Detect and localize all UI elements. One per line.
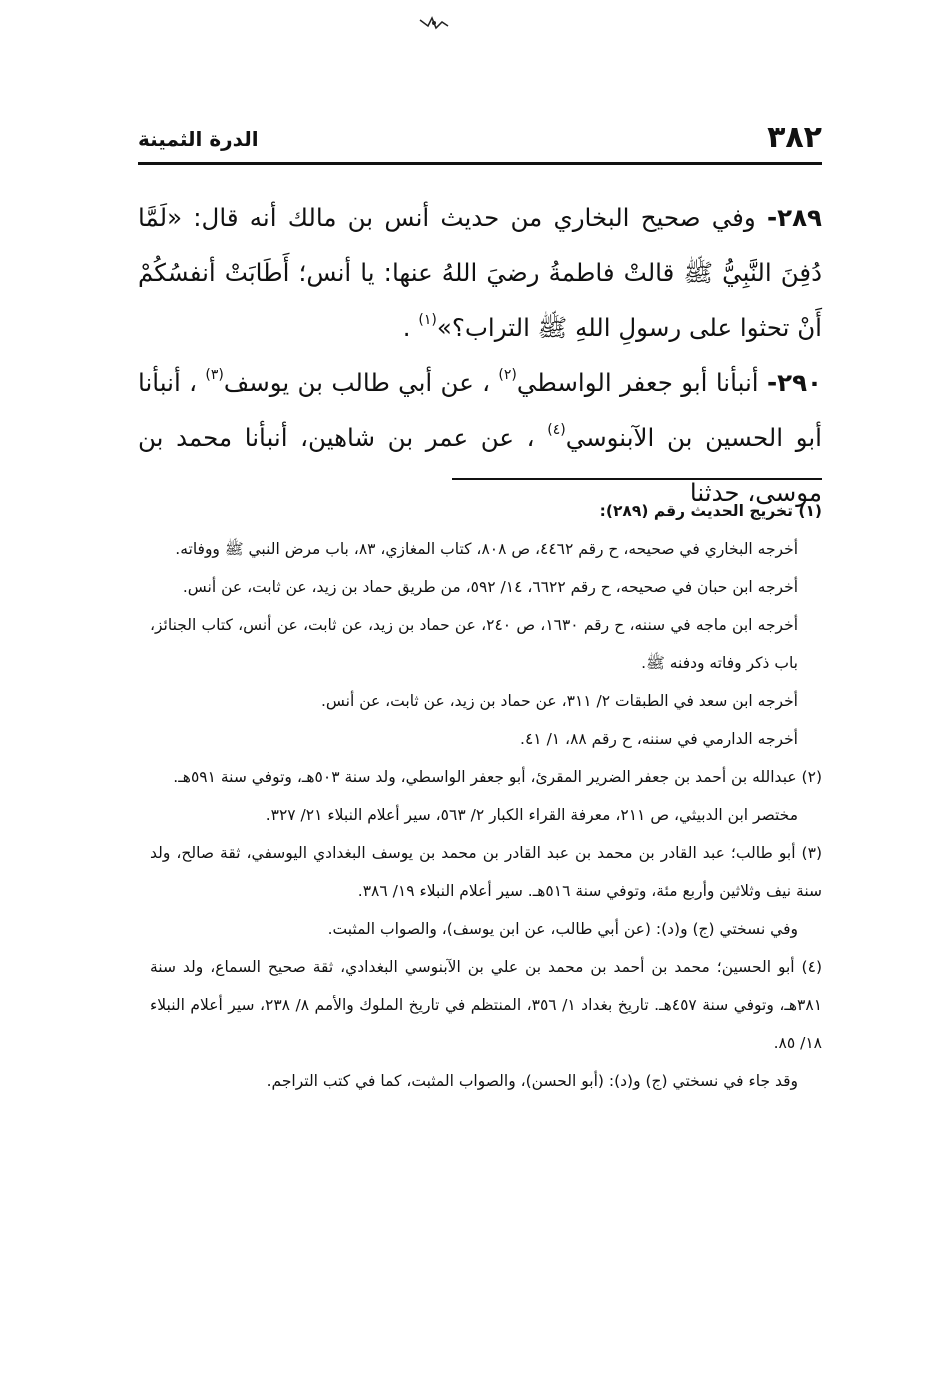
main-text [138,190,822,520]
footnote-2: (٢) عبدالله بن أحمد بن جعفر الضرير المقرئ، أبو جعفر الواسطي، ولد سنة ٥٠٣هـ، وتوفي سنة ٥٩١هـ. [173,768,822,786]
page-number: ٣٨٢ [767,120,822,155]
paragraph-number: ٢٩٠- [766,368,822,397]
paragraph-text: ، أنبأنا أبو الحسين بن الآبنوسي [138,368,822,452]
paragraph-text: ، عن عمر بن شاهين، أنبأنا محمد بن موسى، حدثنا [138,423,822,507]
footnote-ref: (٤) [547,422,566,438]
footnote-4-note: وقد جاء في نسختي (ج) و(د): (أبو الحسن)، والصواب المثبت، كما في كتب التراجم. [266,1072,798,1090]
footnote-1-line: أخرجه البخاري في صحيحه، ح رقم ٤٤٦٢، ص ٨٠٨، كتاب المغازي، ٨٣، باب مرض النبي ﷺ ووفاته. [175,540,798,558]
paragraph-text: أنبأنا أبو جعفر الواسطي [516,368,759,397]
paragraph-text: وفي صحيح البخاري من حديث أنس بن مالك أنه قال: «لَمَّا دُفِنَ النَّبِيُّ ﷺ قالتْ فاطمةُ رضيَ اللهُ عنها: يا أنس؛ أَطَابَتْ أنفسُكُمْ أَنْ تحثوا على رسولِ اللهِ ﷺ التراب؟» [138,203,822,342]
footnote-ref: (٢) [498,367,517,383]
footnote-1-line: أخرجه ابن حبان في صحيحه، ح رقم ٦٦٢٢، ١٤/ ٥٩٢، من طريق حماد بن زيد، عن ثابت، عن أنس. [182,578,798,596]
paragraph-number: ٢٨٩- [766,203,822,232]
footnote-separator [452,478,822,480]
footnote-4: (٤) أبو الحسين؛ محمد بن أحمد بن محمد بن علي بن الآبنوسي البغدادي، ثقة صحيح السماع، ولد سنة ٣٨١هـ، وتوفي سنة ٤٥٧هـ. تاريخ بغداد ١/ ٣٥٦، المنتظم في تاريخ الملوك والأمم ٨/ ٢٣٨، سير أعلام النبلاء ١٨/ ٨٥. [150,958,823,1052]
footnote-3: (٣) أبو طالب؛ عبد القادر بن محمد بن عبد القادر بن محمد بن يوسف البغدادي اليوسفي، ثقة صالح، ولد سنة نيف وثلاثين وأربع مئة، وتوفي سنة ٥١٦هـ. سير أعلام النبلاء ١٩/ ٣٨٦. [150,844,822,900]
footnote-1-line: أخرجه الدارمي في سننه، ح رقم ٨٨، ١/ ٤١. [520,730,798,748]
paragraph-text: ، عن أبي طالب بن يوسف [223,368,491,397]
footnote-1-line: أخرجه ابن سعد في الطبقات ٢/ ٣١١، عن حماد بن زيد، عن ثابت، عن أنس. [320,692,798,710]
footnotes [150,492,822,1100]
scan-speck-mark [414,12,454,34]
footnote-1-line: أخرجه ابن ماجه في سننه، ح رقم ١٦٣٠، ص ٢٤٠، عن حماد بن زيد، عن ثابت، عن أنس، كتاب الجنائز، باب ذكر وفاته ودفنه ﷺ. [150,616,798,672]
paragraph-end: . [402,313,411,342]
footnote-ref: (١) [418,312,437,328]
footnote-1-heading: (١) تخريج الحديث رقم (٢٨٩): [599,502,822,520]
page-header [138,118,822,165]
paragraph-289 [138,190,822,355]
running-title: الدرة الثمينة [138,127,259,151]
footnote-3-note: وفي نسختي (ج) و(د): (عن أبي طالب، عن ابن يوسف)، والصواب المثبت. [327,920,798,938]
footnote-ref: (٣) [205,367,224,383]
footnote-2-sources: مختصر ابن الدبيثي، ص ٢١١، معرفة القراء الكبار ٢/ ٥٦٣، سير أعلام النبلاء ٢١/ ٣٢٧. [265,806,798,824]
